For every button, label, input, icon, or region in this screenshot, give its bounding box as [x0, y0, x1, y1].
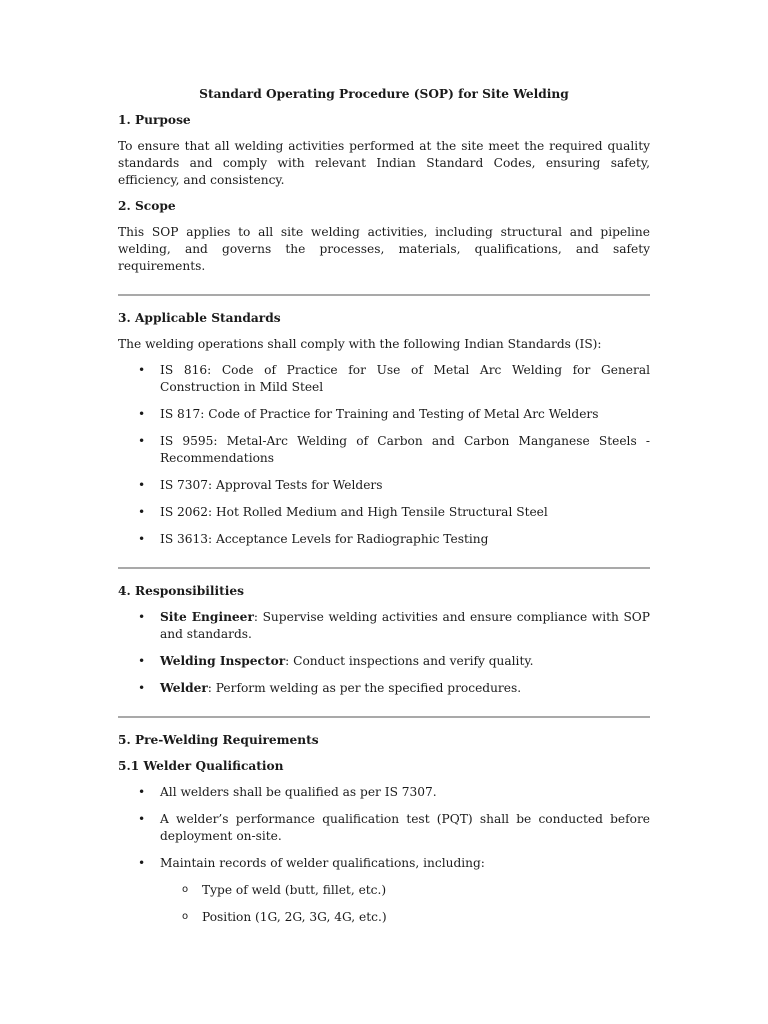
- list-item: • All welders shall be qualified as per IS 7307.: [118, 784, 650, 801]
- section-divider: [118, 567, 650, 569]
- qualification-heading: 5.1 Welder Qualification: [118, 759, 284, 773]
- prewelding-heading: 5. Pre-Welding Requirements: [118, 733, 319, 747]
- role-description: : Conduct inspections and verify quality.: [285, 654, 534, 668]
- role-description: : Perform welding as per the specified procedures.: [207, 681, 522, 695]
- list-item: • IS 817: Code of Practice for Training and Testing of Metal Arc Welders: [118, 406, 650, 423]
- list-item: • IS 3613: Acceptance Levels for Radiographic Testing: [118, 531, 650, 548]
- sub-list-item: o Type of weld (butt, fillet, etc.): [160, 882, 650, 899]
- list-item: [118, 680, 650, 697]
- responsibilities-heading: 4. Responsibilities: [118, 584, 244, 598]
- role-description: : Supervise welding activities and ensure compliance with SOP and standards.: [160, 610, 650, 641]
- standards-heading: 3. Applicable Standards: [118, 311, 281, 325]
- list-item-text: Maintain records of welder qualifications, including:: [160, 856, 485, 870]
- list-item: [118, 609, 650, 643]
- scope-text: This SOP applies to all site welding activities, including structural and pipeline welding, and governs the processes, materials, qualifications, and safety requirements.: [118, 225, 650, 273]
- responsibilities-list: [118, 609, 650, 697]
- standards-intro: The welding operations shall comply with the following Indian Standards (IS):: [118, 337, 602, 351]
- list-item: • IS 2062: Hot Rolled Medium and High Tensile Structural Steel: [118, 504, 650, 521]
- list-item: [118, 855, 650, 926]
- list-item: • IS 7307: Approval Tests for Welders: [118, 477, 650, 494]
- section-divider: [118, 716, 650, 718]
- list-item: • A welder’s performance qualification test (PQT) shall be conducted before deployment on-site.: [118, 811, 650, 845]
- sub-list-item: o Position (1G, 2G, 3G, 4G, etc.): [160, 909, 650, 926]
- list-item: [118, 653, 650, 670]
- section-divider: [118, 294, 650, 296]
- role-name: Welding Inspector: [160, 654, 286, 668]
- document-title: Standard Operating Procedure (SOP) for Site Welding: [199, 87, 569, 101]
- role-name: Site Engineer: [160, 610, 254, 624]
- standards-list: [118, 362, 650, 548]
- purpose-text: To ensure that all welding activities performed at the site meet the required quality standards and comply with relevant Indian Standard Codes, ensuring safety, efficiency, and consistency.: [118, 139, 650, 187]
- document-page: [118, 86, 650, 936]
- purpose-heading: 1. Purpose: [118, 113, 191, 127]
- list-item: • IS 9595: Metal-Arc Welding of Carbon and Carbon Manganese Steels - Recommendations: [118, 433, 650, 467]
- role-name: Welder: [160, 681, 208, 695]
- qualification-list: [118, 784, 650, 926]
- scope-heading: 2. Scope: [118, 199, 176, 213]
- qualification-sublist: [160, 882, 650, 926]
- list-item: • IS 816: Code of Practice for Use of Metal Arc Welding for General Construction in Mild Steel: [118, 362, 650, 396]
